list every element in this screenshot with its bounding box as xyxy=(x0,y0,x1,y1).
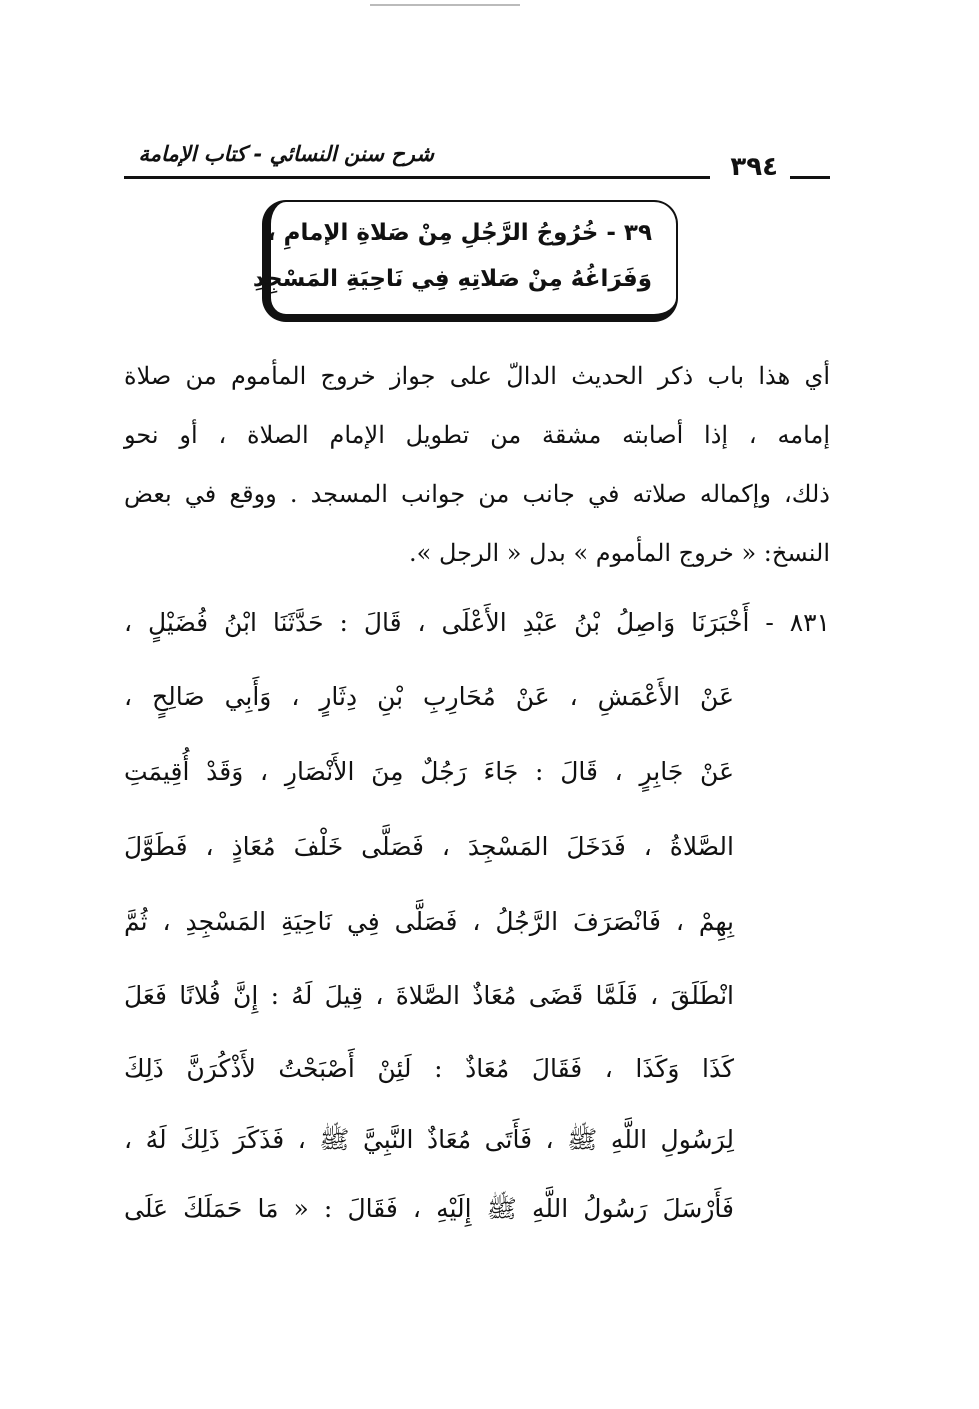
commentary-line: ذلك، وإكماله صلاته في جانب من جوانب المسجد . ووقع في بعض xyxy=(124,480,830,508)
header-rule-short xyxy=(790,176,830,179)
hadith-line: الصَّلاةُ ، فَدَخَلَ المَسْجِدَ ، فَصَلَّى خَلْفَ مُعَاذٍ ، فَطَوَّلَ xyxy=(124,832,734,861)
hadith-line: انْطَلَقَ ، فَلَمَّا قَضَى مُعَاذٌ الصَّلاةَ ، قِيلَ لَهُ : إِنَّ فُلانًا فَعَلَ xyxy=(124,981,734,1010)
hadith-line: بِهِمْ ، فَانْصَرَفَ الرَّجُلُ ، فَصَلَّى فِي نَاحِيَةِ المَسْجِدِ ، ثُمَّ xyxy=(124,907,734,936)
header-rule xyxy=(124,176,710,179)
commentary-line: النسخ: « خروج المأموم » بدل « الرجل ». xyxy=(409,539,830,567)
hadith-line: عَنْ جَابِرٍ ، قَالَ : جَاءَ رَجُلٌ مِنَ الأَنْصَارِ ، وَقَدْ أُقِيمَتِ xyxy=(124,757,734,786)
page-header xyxy=(124,140,830,184)
hadith-line: كَذَا وَكَذَا ، فَقَالَ مُعَاذٌ : لَئِنْ أَصْبَحْتُ لأَذْكُرَنَّ ذَلِكَ xyxy=(124,1054,734,1083)
commentary-line: إمامه ، إذا أصابته مشقة من تطويل الإمام الصلاة ، أو نحو xyxy=(124,421,830,449)
commentary-line: أي هذا باب ذكر الحديث الدالّ على جواز خروج المأموم من صلاة xyxy=(124,362,830,390)
page-number: ٣٩٤ xyxy=(730,152,778,182)
scan-top-mark xyxy=(370,4,520,6)
hadith-line: لِرَسُولِ اللَّهِ ﷺ ، فَأَتَى مُعَاذٌ النَّبِيَّ ﷺ ، فَذَكَرَ ذَلِكَ لَهُ ، xyxy=(124,1125,734,1154)
chapter-title-line-1: ٣٩ - خُرُوجُ الرَّجُلِ مِنْ صَلاةِ الإمامِ ، xyxy=(266,220,652,246)
chapter-heading-box xyxy=(252,200,678,322)
chapter-title-line-2: وَفَرَاغُهُ مِنْ صَلاتِهِ فِي نَاحِيَةِ المَسْجِدِ xyxy=(252,266,652,292)
running-title: شرح سنن النسائي - كتاب الإمامة xyxy=(138,142,434,166)
hadith-line: ٨٣١ - أَخْبَرَنَا وَاصِلُ بْنُ عَبْدِ الأَعْلَى ، قَالَ : حَدَّثَنَا ابْنُ فُضَيْلٍ ، xyxy=(124,608,830,637)
hadith-line: فَأَرْسَلَ رَسُولُ اللَّهِ ﷺ إِلَيْهِ ، فَقَالَ : « مَا حَمَلَكَ عَلَى xyxy=(124,1194,734,1223)
hadith-line: عَنْ الأَعْمَشِ ، عَنْ مُحَارِبِ بْنِ دِثَارٍ ، وَأَبِي صَالِحٍ ، xyxy=(124,682,734,711)
